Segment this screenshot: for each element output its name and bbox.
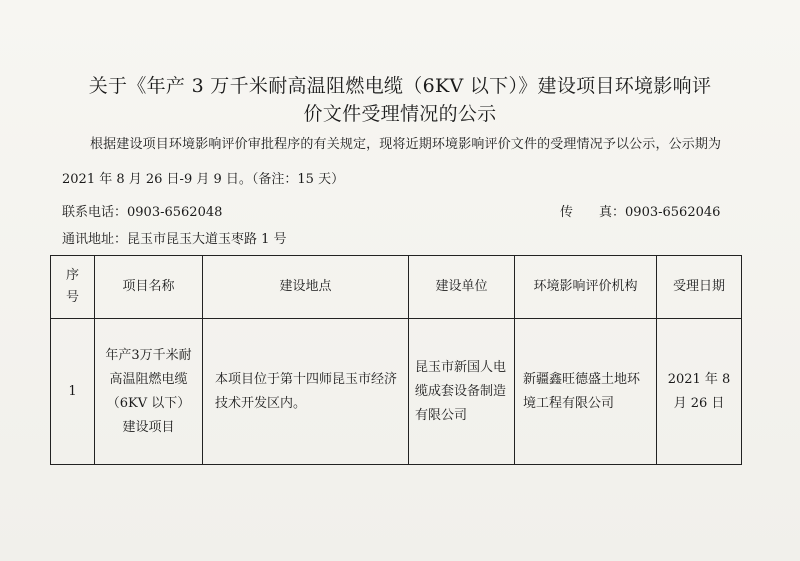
header-seq: 序号 bbox=[51, 256, 95, 319]
table-row bbox=[51, 319, 742, 465]
table-header-row bbox=[51, 256, 742, 319]
cell-unit: 昆玉市新国人电缆成套设备制造有限公司 bbox=[409, 319, 515, 465]
contact-address bbox=[62, 231, 287, 249]
header-project-name: 项目名称 bbox=[95, 256, 203, 319]
fax-label-a: 传 bbox=[560, 205, 574, 220]
header-date: 受理日期 bbox=[657, 256, 742, 319]
cell-project-name: 年产3万千米耐高温阻燃电缆（6KV 以下）建设项目 bbox=[95, 319, 203, 465]
document-title-line-1: 关于《年产 3 万千米耐高温阻燃电缆（6KV 以下）》建设项目环境影响评 bbox=[88, 75, 712, 97]
address-value: 昆玉市昆玉大道玉枣路 1 号 bbox=[127, 232, 287, 247]
phone-label: 联系电话： bbox=[62, 205, 128, 220]
cell-location: 本项目位于第十四师昆玉市经济技术开发区内。 bbox=[203, 319, 409, 465]
header-location: 建设地点 bbox=[203, 256, 409, 319]
contact-phone bbox=[62, 204, 222, 222]
intro-paragraph-line-1: 根据建设项目环境影响评价审批程序的有关规定，现将近期环境影响评价文件的受理情况予以公示，公示期为 bbox=[90, 137, 722, 152]
document-title-line-2: 价文件受理情况的公示 bbox=[303, 103, 497, 125]
address-label: 通讯地址： bbox=[62, 232, 128, 247]
header-unit: 建设单位 bbox=[409, 256, 515, 319]
cell-seq: 1 bbox=[51, 319, 95, 465]
contact-fax bbox=[560, 204, 720, 222]
acceptance-table bbox=[50, 255, 742, 465]
phone-value: 0903-6562048 bbox=[127, 205, 223, 220]
header-agency: 环境影响评价机构 bbox=[515, 256, 657, 319]
intro-paragraph-line-2: 2021 年 8 月 26 日-9 月 9 日。（备注：15 天） bbox=[62, 172, 345, 187]
fax-value: 0903-6562046 bbox=[625, 205, 721, 220]
cell-date: 2021 年 8 月 26 日 bbox=[657, 319, 742, 465]
cell-agency: 新疆鑫旺德盛土地环境工程有限公司 bbox=[515, 319, 657, 465]
fax-label-b: 真： bbox=[599, 205, 626, 220]
